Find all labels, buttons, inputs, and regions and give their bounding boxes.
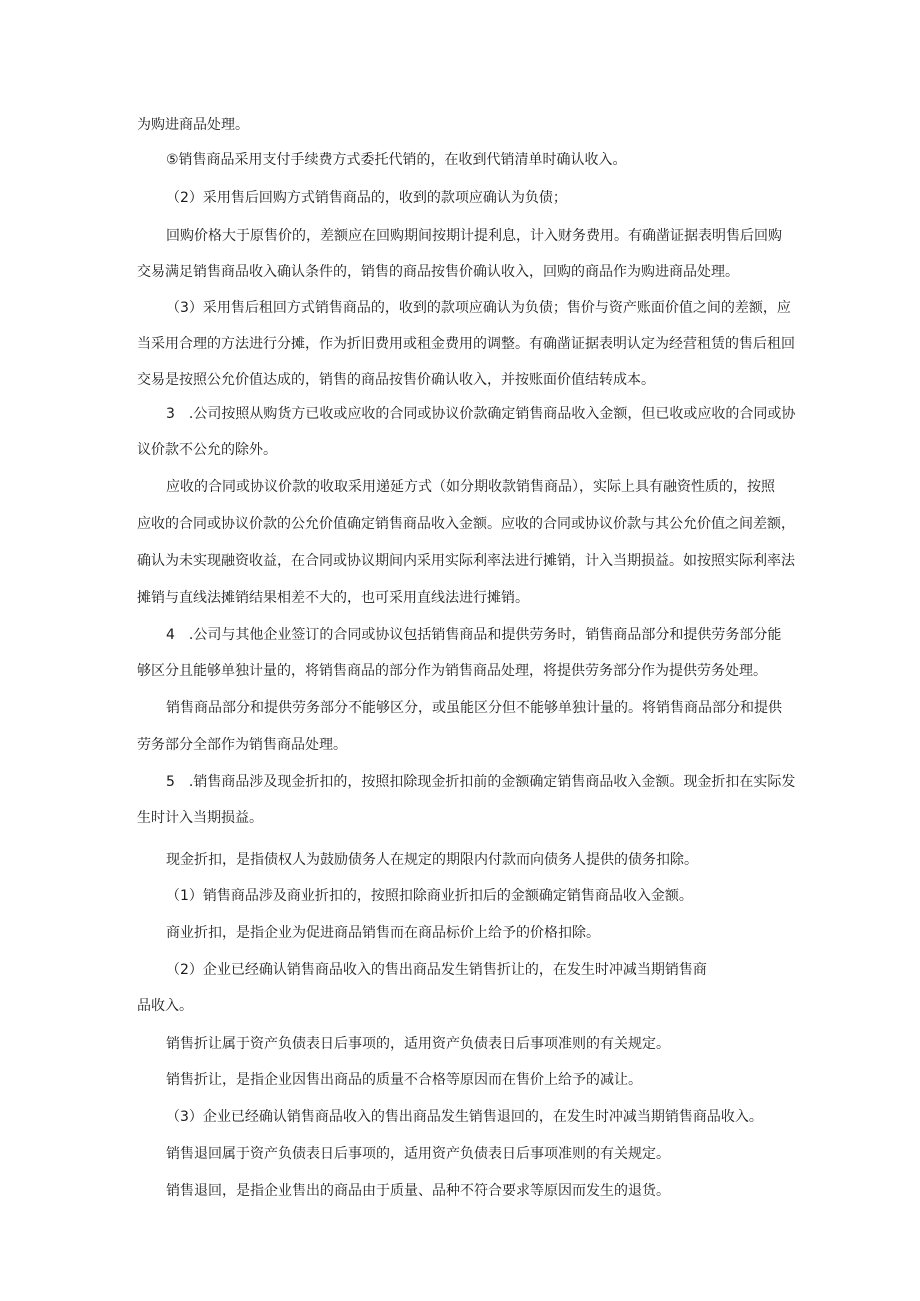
- text-line: 生时计入当期损益。: [137, 810, 263, 826]
- text-line: 应收的合同或协议价款的收取采用递延方式（如分期收款销售商品），实际上具有融资性质的，按照: [166, 479, 775, 495]
- text-line: 销售退回，是指企业售出的商品由于质量、品种不符合要求等原因而发生的退货。: [166, 1183, 670, 1199]
- text-line: 交易满足销售商品收入确认条件的，销售的商品按售价确认收入，回购的商品作为购进商品处理。: [137, 264, 739, 280]
- text-line: （1）销售商品涉及商业折扣的，按照扣除商业折扣后的金额确定销售商品收入金额。: [166, 888, 693, 904]
- text-line: 销售折让属于资产负债表日后事项的，适用资产负债表日后事项准则的有关规定。: [166, 1036, 670, 1052]
- text-line: 议价款不公允的除外。: [137, 442, 277, 458]
- text-line: 现金折扣，是指债权人为鼓励债务人在规定的期限内付款而向债务人提供的债务扣除。: [166, 852, 698, 868]
- text-line: 交易是按照公允价值达成的，销售的商品按售价确认收入，并按账面价值结转成本。: [137, 372, 655, 388]
- text-line: 劳务部分全部作为销售商品处理。: [137, 737, 347, 753]
- text-line: 3 .公司按照从购货方已收或应收的合同或协议价款确定销售商品收入金额，但已收或应收的合同或协: [166, 406, 796, 422]
- text-line: 4 .公司与其他企业签订的合同或协议包括销售商品和提供劳务时，销售商品部分和提供劳务部分能: [166, 627, 782, 643]
- text-line: 当采用合理的方法进行分摊，作为折旧费用或租金费用的调整。有确凿证据表明认定为经营租赁的售后租回: [137, 336, 795, 352]
- text-line: 够区分且能够单独计量的，将销售商品的部分作为销售商品处理，将提供劳务部分作为提供劳务处理。: [137, 663, 767, 679]
- text-line: （2）企业已经确认销售商品收入的售出商品发生销售折让的，在发生时冲减当期销售商: [166, 962, 707, 978]
- text-line: 为购进商品处理。: [137, 117, 249, 133]
- text-line: （3）采用售后租回方式销售商品的，收到的款项应确认为负债；售价与资产账面价值之间的差额，应: [166, 300, 791, 316]
- text-line: 应收的合同或协议价款的公允价值确定销售商品收入金额。应收的合同或协议价款与其公允价值之间差额，: [137, 516, 795, 532]
- text-line: （3）企业已经确认销售商品收入的售出商品发生销售退回的，在发生时冲减当期销售商品收入。: [166, 1109, 763, 1125]
- text-line: 品收入。: [137, 998, 193, 1014]
- text-line: 商业折扣，是指企业为促进商品销售而在商品标价上给予的价格扣除。: [166, 925, 600, 941]
- text-line: 确认为未实现融资收益，在合同或协议期间内采用实际利率法进行摊销，计入当期损益。如按照实际利率法: [137, 553, 795, 569]
- text-line: 销售商品部分和提供劳务部分不能够区分，或虽能区分但不能够单独计量的。将销售商品部分和提供: [166, 700, 782, 716]
- text-line: ⑤销售商品采用支付手续费方式委托代销的，在收到代销清单时确认收入。: [166, 152, 627, 168]
- text-line: 销售退回属于资产负债表日后事项的，适用资产负债表日后事项准则的有关规定。: [166, 1146, 670, 1162]
- text-line: 销售折让，是指企业因售出商品的质量不合格等原因而在售价上给予的减让。: [166, 1072, 642, 1088]
- text-line: 5 .销售商品涉及现金折扣的，按照扣除现金折扣前的金额确定销售商品收入金额。现金折扣在实际发: [166, 774, 796, 790]
- text-line: （2）采用售后回购方式销售商品的，收到的款项应确认为负债；: [166, 190, 567, 206]
- text-line: 摊销与直线法摊销结果相差不大的，也可采用直线法进行摊销。: [137, 590, 529, 606]
- text-line: 回购价格大于原售价的，差额应在回购期间按期计提利息，计入财务费用。有确凿证据表明售后回购: [166, 228, 782, 244]
